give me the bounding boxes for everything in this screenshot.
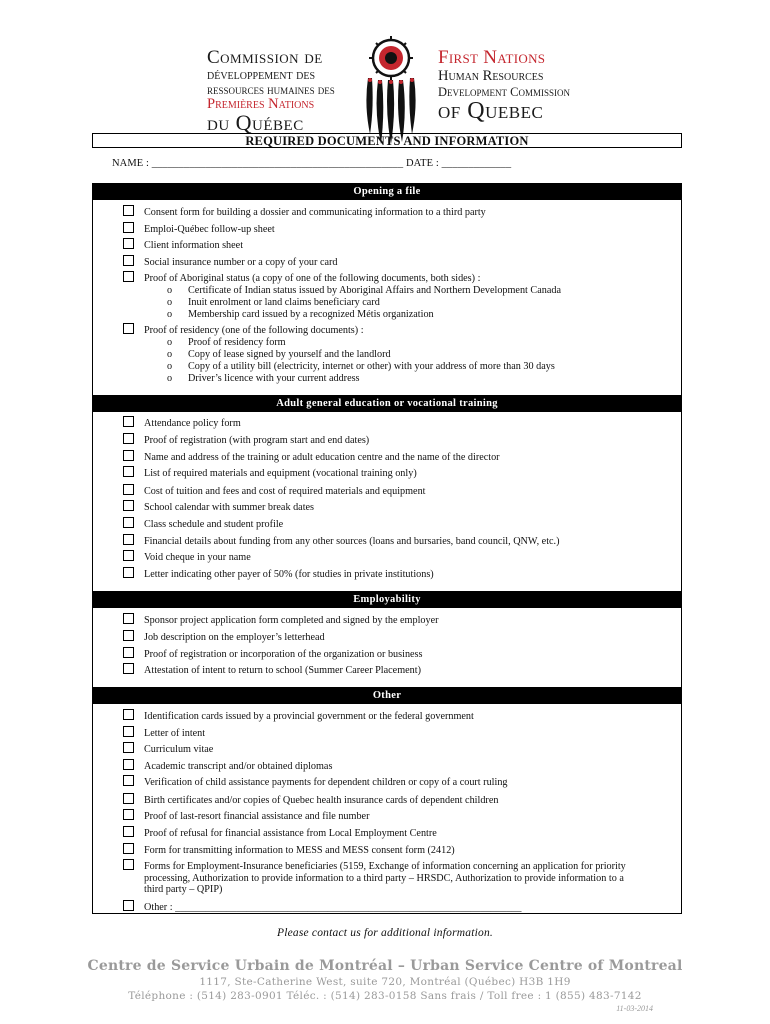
item-label: Class schedule and student profile xyxy=(144,519,284,530)
bullet: o xyxy=(167,285,173,296)
item-label: Void cheque in your name xyxy=(144,552,251,563)
bullet: o xyxy=(167,349,173,360)
logo-en-line2: Human Resources xyxy=(438,68,544,84)
checkbox[interactable] xyxy=(123,255,134,266)
item-label: Social insurance number or a copy of your card xyxy=(144,257,338,268)
checkbox[interactable] xyxy=(123,793,134,804)
sub-item-label: Copy of lease signed by yourself and the landlord xyxy=(188,349,391,360)
item-label: Emploi-Québec follow-up sheet xyxy=(144,224,275,235)
item-label: Forms for Employment-Insurance beneficiaries (5159, Exchange of information concerning an application for priority processing, Authorization to provide information to a third party – HRSDC, Authorization to provide information to a third party – QPIP) xyxy=(144,861,626,896)
bullet: o xyxy=(167,373,173,384)
checkbox[interactable] xyxy=(123,466,134,477)
item-label: Proof of last-resort financial assistance and file number xyxy=(144,811,370,822)
checkbox[interactable] xyxy=(123,500,134,511)
item-label: Form for transmitting information to MESS and MESS consent form (2412) xyxy=(144,845,455,856)
item-label: Attestation of intent to return to school (Summer Career Placement) xyxy=(144,665,421,676)
checkbox[interactable] xyxy=(123,709,134,720)
office-name: Centre de Service Urbain de Montréal – Urban Service Centre of Montreal xyxy=(87,958,683,974)
letterhead xyxy=(0,20,770,135)
logo-en-line4: of Quebec xyxy=(438,98,544,124)
logo-fr-line3: ressources humaines des xyxy=(207,82,335,97)
checkbox[interactable] xyxy=(123,484,134,495)
checkbox[interactable] xyxy=(123,900,134,911)
bullet: o xyxy=(167,297,173,308)
checkbox[interactable] xyxy=(123,775,134,786)
section-header-opening-file: Opening a file xyxy=(92,183,682,200)
item-label: Cost of tuition and fees and cost of required materials and equipment xyxy=(144,486,426,497)
checkbox[interactable] xyxy=(123,222,134,233)
checkbox[interactable] xyxy=(123,517,134,528)
office-address: 1117, Ste-Catherine West, suite 720, Montréal (Québec) H3B 1H9 xyxy=(199,976,571,988)
item-label: Birth certificates and/or copies of Quebec health insurance cards of dependent children xyxy=(144,795,499,806)
checkbox[interactable] xyxy=(123,742,134,753)
other-input-line[interactable]: Other : ____________________________________________________________________ xyxy=(144,902,522,913)
checkbox[interactable] xyxy=(123,433,134,444)
item-label: Identification cards issued by a provincial government or the federal government xyxy=(144,711,474,722)
sub-item-label: Copy of a utility bill (electricity, internet or other) with your address of more than 30 days xyxy=(188,361,555,372)
bullet: o xyxy=(167,361,173,372)
logo-fr-line4: Premières Nations xyxy=(207,96,315,112)
item-label: Client information sheet xyxy=(144,240,244,251)
item-label: Sponsor project application form completed and signed by the employer xyxy=(144,615,439,626)
item-label: Proof of registration or incorporation of the organization or business xyxy=(144,649,423,660)
sub-item-label: Proof of residency form xyxy=(188,337,286,348)
form-title: REQUIRED DOCUMENTS AND INFORMATION xyxy=(92,133,682,148)
sub-item-label: Driver’s licence with your current address xyxy=(188,373,360,384)
checkbox[interactable] xyxy=(123,323,134,334)
item-label: Curriculum vitae xyxy=(144,744,214,755)
item-label: List of required materials and equipment (vocational training only) xyxy=(144,468,417,479)
item-label: Proof of Aboriginal status (a copy of one of the following documents, both sides) : xyxy=(144,273,481,284)
item-label: Proof of registration (with program start and end dates) xyxy=(144,435,370,446)
checkbox[interactable] xyxy=(123,534,134,545)
checkbox[interactable] xyxy=(123,759,134,770)
logo-fr-line5: du Québec xyxy=(207,109,304,135)
item-label: Job description on the employer’s letterhead xyxy=(144,632,325,643)
item-label: Proof of residency (one of the following documents) : xyxy=(144,325,364,336)
item-label: Proof of refusal for financial assistance from Local Employment Centre xyxy=(144,828,437,839)
item-label: School calendar with summer break dates xyxy=(144,502,315,513)
item-label: Attendance policy form xyxy=(144,418,241,429)
section-header-other: Other xyxy=(92,687,682,704)
section-header-employability: Employability xyxy=(92,591,682,608)
office-phones: Téléphone : (514) 283-0901 Téléc. : (514) 283-0158 Sans frais / Toll free : 1 (855) 483-7142 xyxy=(128,990,642,1002)
checkbox[interactable] xyxy=(123,450,134,461)
logo-en-line1: First Nations xyxy=(438,47,546,68)
item-label: Academic transcript and/or obtained diplomas xyxy=(144,761,333,772)
bullet: o xyxy=(167,337,173,348)
section-header-education: Adult general education or vocational training xyxy=(92,395,682,412)
checkbox[interactable] xyxy=(123,809,134,820)
bullet: o xyxy=(167,309,173,320)
checkbox[interactable] xyxy=(123,205,134,216)
contact-note: Please contact us for additional information. xyxy=(277,927,493,939)
item-label: Financial details about funding from any other sources (loans and bursaries, band council, QNW, etc.) xyxy=(144,536,560,547)
checkbox[interactable] xyxy=(123,647,134,658)
checkbox[interactable] xyxy=(123,826,134,837)
revision-date: 11-03-2014 xyxy=(616,1004,653,1013)
checkbox[interactable] xyxy=(123,843,134,854)
checkbox[interactable] xyxy=(123,613,134,624)
sub-item-label: Membership card issued by a recognized Métis organization xyxy=(188,309,434,320)
checkbox[interactable] xyxy=(123,567,134,578)
checkbox[interactable] xyxy=(123,630,134,641)
item-label: Letter indicating other payer of 50% (for studies in private institutions) xyxy=(144,569,434,580)
name-date-field[interactable]: NAME : _______________________________________________ DATE : _____________ xyxy=(112,158,512,169)
item-label: Name and address of the training or adult education centre and the name of the director xyxy=(144,452,500,463)
checkbox[interactable] xyxy=(123,416,134,427)
logo-fr-line1: Commission de xyxy=(207,47,323,68)
checkbox[interactable] xyxy=(123,550,134,561)
logo-fr-line2: développement des xyxy=(207,67,316,83)
dreamcatcher-emblem-icon xyxy=(352,36,430,146)
checkbox[interactable] xyxy=(123,238,134,249)
item-label: Consent form for building a dossier and communicating information to a third party xyxy=(144,207,486,218)
sub-item-label: Certificate of Indian status issued by Aboriginal Affairs and Northern Development Canada xyxy=(188,285,561,296)
checkbox[interactable] xyxy=(123,726,134,737)
checkbox[interactable] xyxy=(123,663,134,674)
logo-text-french xyxy=(207,48,367,134)
checkbox[interactable] xyxy=(123,859,134,870)
item-label: Letter of intent xyxy=(144,728,206,739)
logo-en-line3: Development Commission xyxy=(438,84,570,99)
logo-text-english xyxy=(438,48,588,123)
item-label: Verification of child assistance payments for dependent children or copy of a court ruling xyxy=(144,777,508,788)
sub-item-label: Inuit enrolment or land claims beneficiary card xyxy=(188,297,380,308)
checkbox[interactable] xyxy=(123,271,134,282)
